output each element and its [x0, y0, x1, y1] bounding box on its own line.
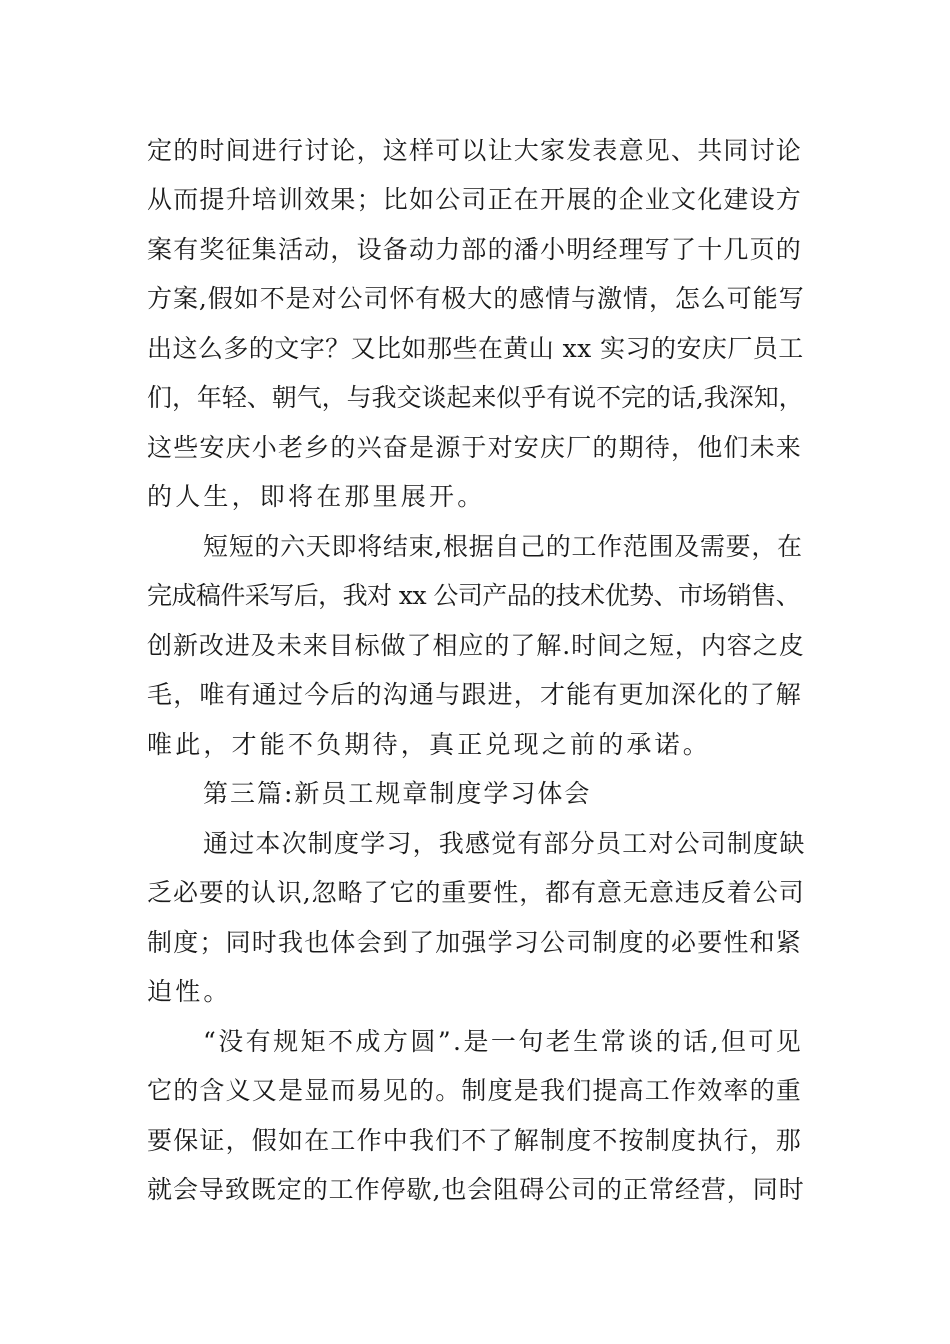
text-line: 出这么多的文字？又比如那些在黄山 xx 实习的安庆厂员工: [147, 334, 804, 363]
text-line: 毛，唯有通过今后的沟通与跟进，才能有更加深化的了解: [147, 680, 803, 709]
paragraph-first-line: 短短的六天即将结束,根据自己的工作范围及需要，在: [203, 532, 803, 561]
section-heading: 第三篇:新员工规章制度学习体会: [203, 779, 592, 808]
text-line: 迫性。: [147, 977, 232, 1006]
text-line: 就会导致既定的工作停歇,也会阻碍公司的正常经营，同时: [147, 1175, 805, 1204]
text-line: 要保证，假如在工作中我们不了解制度不按制度执行，那: [147, 1126, 803, 1155]
text-line: 案有奖征集活动，设备动力部的潘小明经理写了十几页的: [147, 235, 803, 264]
text-line: 从而提升培训效果；比如公司正在开展的企业文化建设方: [147, 185, 803, 214]
text-line: 的人生，即将在那里展开。: [147, 482, 486, 511]
text-line: 完成稿件采写后，我对 xx 公司产品的技术优势、市场销售、: [147, 581, 801, 610]
text-line: 乏必要的认识,忽略了它的重要性，都有意无意违反着公司: [147, 878, 805, 907]
text-line: 唯此，才能不负期待，真正兑现之前的承诺。: [147, 730, 712, 759]
paragraph-first-line: “没有规矩不成方圆”.是一句老生常谈的话,但可见: [203, 1027, 804, 1056]
text-line: 定的时间进行讨论，这样可以让大家发表意见、共同讨论: [147, 136, 803, 165]
text-line: 制度；同时我也体会到了加强学习公司制度的必要性和紧: [147, 928, 803, 957]
text-line: 方案,假如不是对公司怀有极大的感情与激情，怎么可能写: [147, 284, 805, 313]
text-line: 它的含义又是显而易见的。制度是我们提高工作效率的重: [147, 1076, 803, 1105]
text-line: 这些安庆小老乡的兴奋是源于对安庆厂的期待，他们未来: [147, 433, 803, 462]
paragraph-first-line: 通过本次制度学习，我感觉有部分员工对公司制度缺: [203, 829, 806, 858]
text-line: 们，年轻、朝气，与我交谈起来似乎有说不完的话,我深知，: [147, 383, 804, 412]
text-line: 创新改进及未来目标做了相应的了解.时间之短，内容之皮: [147, 631, 805, 660]
